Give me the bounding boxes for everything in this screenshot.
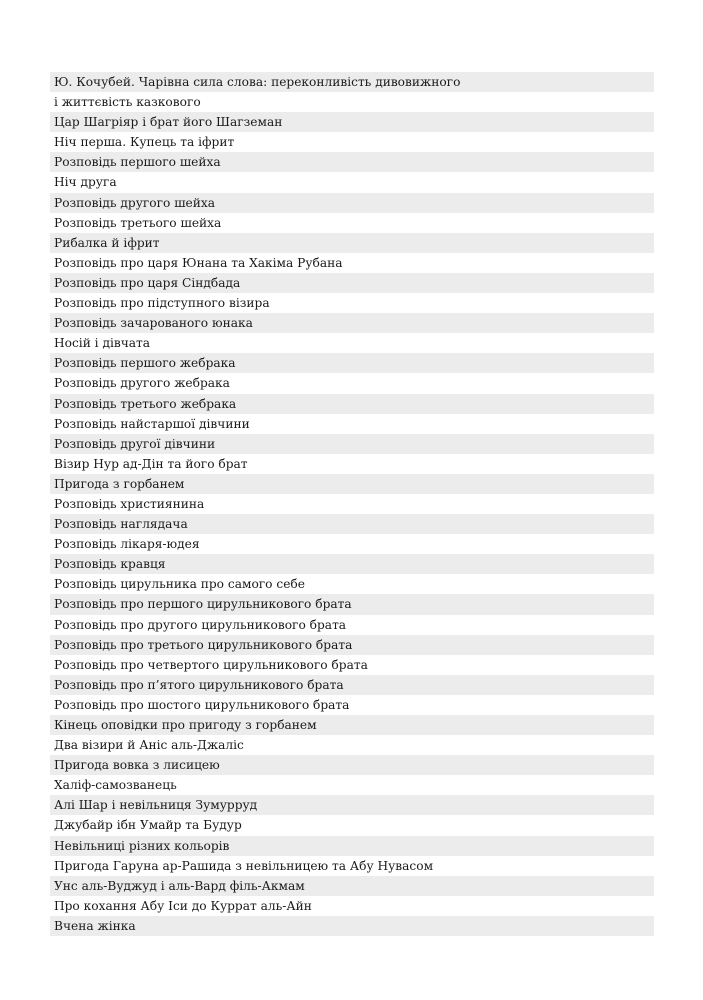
toc-entry[interactable]: Цар Шагріяр і брат його Шагземан <box>50 112 654 132</box>
toc-entry[interactable]: Розповідь про царя Юнана та Хакіма Рубана <box>50 253 654 273</box>
toc-entry[interactable]: Розповідь найстаршої дівчини <box>50 414 654 434</box>
toc-entry[interactable]: Розповідь про царя Сіндбада <box>50 273 654 293</box>
toc-entry[interactable]: Про кохання Абу Іси до Куррат аль-Айн <box>50 896 654 916</box>
toc-entry[interactable]: і життєвість казкового <box>50 92 654 112</box>
toc-entry[interactable]: Розповідь про першого цирульникового брата <box>50 594 654 614</box>
toc-entry[interactable]: Розповідь другого шейха <box>50 193 654 213</box>
toc-entry[interactable]: Ю. Кочубей. Чарівна сила слова: переконливість дивовижного <box>50 72 654 92</box>
toc-entry[interactable]: Розповідь наглядача <box>50 514 654 534</box>
toc-entry[interactable]: Розповідь другої дівчини <box>50 434 654 454</box>
toc-entry[interactable]: Носій і дівчата <box>50 333 654 353</box>
toc-entry[interactable]: Візир Нур ад-Дін та його брат <box>50 454 654 474</box>
toc-entry[interactable]: Розповідь про підступного візира <box>50 293 654 313</box>
toc-entry[interactable]: Вчена жінка <box>50 916 654 936</box>
toc-entry[interactable]: Ніч перша. Купець та іфрит <box>50 132 654 152</box>
toc-entry[interactable]: Розповідь першого шейха <box>50 152 654 172</box>
toc-entry[interactable]: Унс аль-Вуджуд і аль-Вард філь-Акмам <box>50 876 654 896</box>
toc-entry[interactable]: Кінець оповідки про пригоду з горбанем <box>50 715 654 735</box>
toc-entry[interactable]: Пригода з горбанем <box>50 474 654 494</box>
toc-entry[interactable]: Розповідь цирульника про самого себе <box>50 574 654 594</box>
toc-entry[interactable]: Два візири й Аніс аль-Джаліс <box>50 735 654 755</box>
toc-entry[interactable]: Ніч друга <box>50 172 654 192</box>
toc-entry[interactable]: Розповідь про другого цирульникового брата <box>50 615 654 635</box>
toc-entry[interactable]: Розповідь кравця <box>50 554 654 574</box>
toc-entry[interactable]: Розповідь першого жебрака <box>50 353 654 373</box>
toc-entry[interactable]: Розповідь третього жебрака <box>50 394 654 414</box>
toc-entry[interactable]: Розповідь про третього цирульникового брата <box>50 635 654 655</box>
toc-entry[interactable]: Алі Шар і невільниця Зумурруд <box>50 795 654 815</box>
toc-entry[interactable]: Розповідь християнина <box>50 494 654 514</box>
toc-entry[interactable]: Розповідь про п’ятого цирульникового брата <box>50 675 654 695</box>
toc-entry[interactable]: Розповідь зачарованого юнака <box>50 313 654 333</box>
toc-entry[interactable]: Джубайр ібн Умайр та Будур <box>50 815 654 835</box>
toc-entry[interactable]: Пригода вовка з лисицею <box>50 755 654 775</box>
toc-entry[interactable]: Пригода Гаруна ар-Рашида з невільницею та Абу Нувасом <box>50 856 654 876</box>
toc-entry[interactable]: Розповідь другого жебрака <box>50 373 654 393</box>
toc-entry[interactable]: Халіф-самозванець <box>50 775 654 795</box>
toc-entry[interactable]: Невільниці різних кольорів <box>50 836 654 856</box>
table-of-contents <box>50 72 654 936</box>
toc-entry[interactable]: Розповідь лікаря-юдея <box>50 534 654 554</box>
toc-entry[interactable]: Розповідь про шостого цирульникового брата <box>50 695 654 715</box>
toc-entry[interactable]: Рибалка й іфрит <box>50 233 654 253</box>
toc-entry[interactable]: Розповідь про четвертого цирульникового брата <box>50 655 654 675</box>
toc-entry[interactable]: Розповідь третього шейха <box>50 213 654 233</box>
